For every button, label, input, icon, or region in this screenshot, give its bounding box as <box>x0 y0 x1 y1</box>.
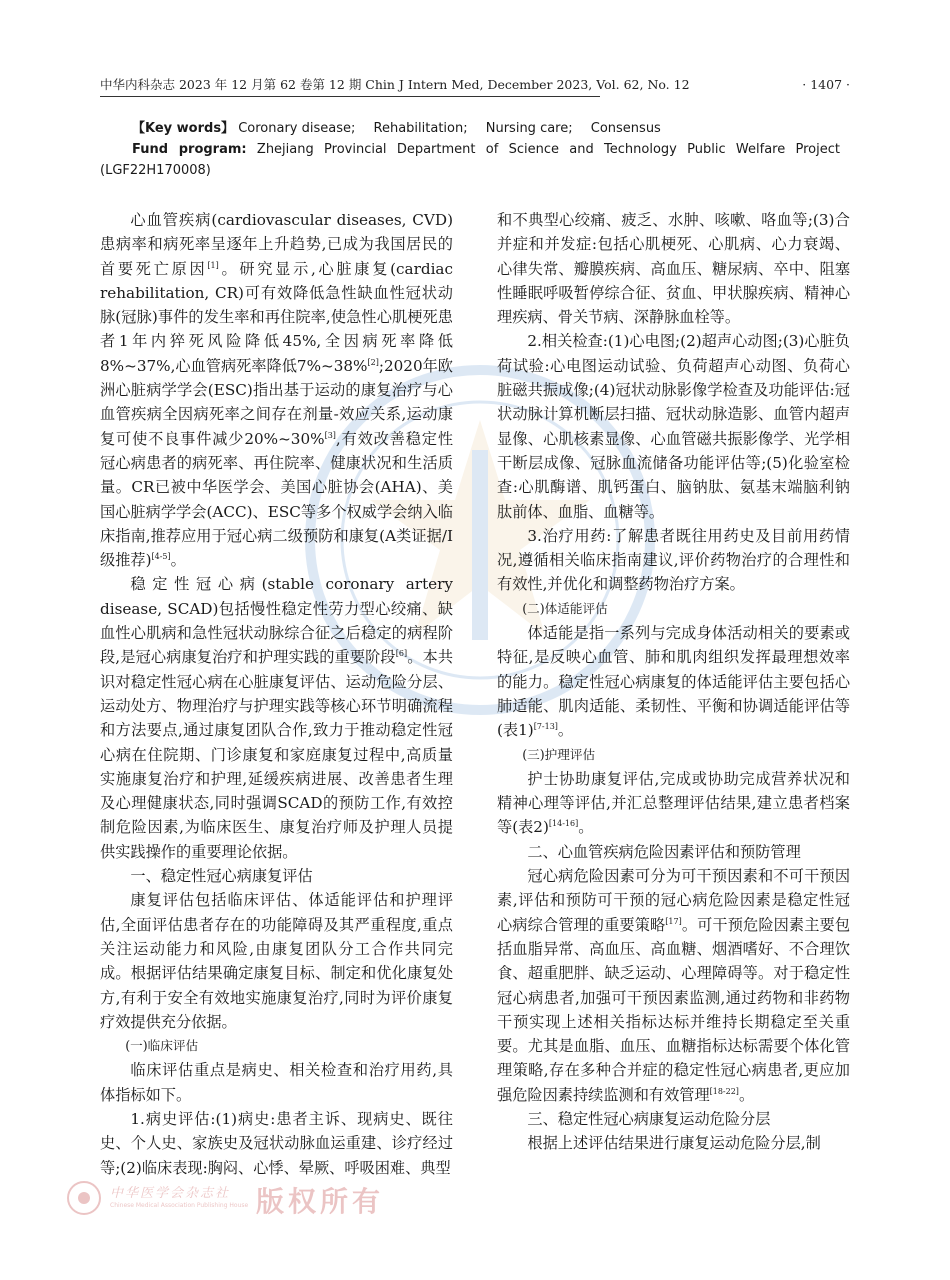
citation: [6] <box>395 649 408 659</box>
citation: [4-5] <box>151 552 171 562</box>
keywords-block <box>100 118 840 181</box>
paragraph <box>497 864 850 1107</box>
keywords-label: 【Key words】 <box>132 121 235 136</box>
section-heading: 二、心血管疾病危险因素评估和预防管理 <box>527 842 801 861</box>
paragraph: 1.病史评估:(1)病史:患者主诉、现病史、既往史、个人史、家族史及冠状动脉血运重建、诊疗经过等;(2)临床表现:胸闷、心悸、晕厥、呼吸困难、典型 <box>100 1109 453 1177</box>
text: 。 <box>170 551 186 570</box>
publisher-seal-icon <box>66 1180 102 1216</box>
paragraph: 临床评估重点是病史、相关检查和治疗用药,具体指标如下。 <box>100 1061 453 1104</box>
paragraph: 3.治疗用药:了解患者既往用药史及目前用药情况,遵循相关临床指南建议,评价药物治疗的合理性和有效性,并优化和调整药物治疗方案。 <box>497 526 850 594</box>
paragraph <box>497 621 850 742</box>
journal-citation: 中华内科杂志 2023 年 12 月第 62 卷第 12 期 Chin J Intern Med, December 2023, Vol. 62, No. 12 <box>100 77 690 92</box>
paragraph: 康复评估包括临床评估、体适能评估和护理评估,全面评估患者存在的功能障碍及其严重程度,重点关注运动能力和风险,由康复团队分工合作共同完成。根据评估结果确定康复目标、制定和优化康复处方,有利于安全有效地实施康复治疗,同时为评价康复疗效提供充分依据。 <box>100 891 453 1031</box>
fund-text: Zhejiang Provincial Department of Science and Technology Public Welfare Project (LGF22H170008) <box>100 142 840 178</box>
paragraph <box>497 767 850 840</box>
text: 稳定性冠心病(stable coronary artery disease, SCAD)包括慢性稳定性劳力型心绞痛、缺血性心肌病和急性冠状动脉综合征之后稳定的病程阶段,是冠心病康复治疗和护理实践的重要阶段 <box>100 575 453 667</box>
citation: [1] <box>207 260 219 270</box>
citation: [18-22] <box>709 1086 739 1096</box>
section-heading: 一、稳定性冠心病康复评估 <box>130 867 313 886</box>
subsection-heading: (三)护理评估 <box>522 746 596 762</box>
text: ;2020年欧洲心脏病学学会(ESC)指出基于运动的康复治疗与心血管疾病全因病死率之间存在剂量-效应关系,运动康复可使不良事件减少20%~30% <box>100 356 453 448</box>
publisher-watermark-logo <box>66 1180 396 1220</box>
fund-program <box>100 139 840 181</box>
text: 体适能是指一系列与完成身体活动相关的要素或特征,是反映心血管、肺和肌肉组织发挥最理想效率的能力。稳定性冠心病康复的体适能评估主要包括心肺适能、肌肉适能、柔韧性、平衡和协调适能评估等(表1) <box>497 624 850 740</box>
citation: [14-16] <box>548 819 579 829</box>
fund-label: Fund program: <box>132 142 247 157</box>
paragraph <box>100 572 453 864</box>
header-rule <box>100 96 600 97</box>
keyword-term: Rehabilitation; <box>373 121 468 136</box>
subsection-heading: (一)临床评估 <box>125 1038 199 1054</box>
subsection-heading: (二)体适能评估 <box>522 600 608 616</box>
text: 。 <box>557 721 574 740</box>
publisher-name: 中华医学会杂志社 <box>110 1186 231 1201</box>
keyword-term: Consensus <box>590 121 661 136</box>
keyword-term: Coronary disease; <box>238 121 356 136</box>
citation: [2] <box>367 357 379 367</box>
citation: [17] <box>665 916 682 926</box>
text: ,有效改善稳定性冠心病患者的病死率、再住院率、健康状况和生活质量。CR已被中华医学会、美国心脏协会(AHA)、美国心脏病学学会(ACC)、ESC等多个权威学会纳入临床指南,推荐应用于冠心病二级预防和康复(A类证据/Ⅰ级推荐) <box>100 429 454 570</box>
paragraph: 根据上述评估结果进行康复运动危险分层,制 <box>527 1134 821 1153</box>
text: 护士协助康复评估,完成或协助完成营养状况和精神心理等评估,并汇总整理评估结果,建立患者档案等(表2) <box>497 769 850 837</box>
text: 。 <box>578 818 594 837</box>
section-heading: 三、稳定性冠心病康复运动危险分层 <box>527 1109 771 1128</box>
publisher-name-en: Chinese Medical Association Publishing House <box>110 1202 249 1209</box>
left-column <box>100 208 453 1180</box>
citation: [7-13] <box>533 722 558 732</box>
text: 冠心病危险因素可分为可干预因素和不可干预因素,评估和预防可干预的冠心病危险因素是稳定性冠心病综合管理的重要策略 <box>497 867 850 934</box>
text: 。 <box>738 1085 755 1104</box>
paragraph: 和不典型心绞痛、疲乏、水肿、咳嗽、咯血等;(3)合并症和并发症:包括心肌梗死、心肌病、心力衰竭、心律失常、瓣膜疾病、高血压、糖尿病、卒中、阻塞性睡眠呼吸暂停综合征、贫血、甲状腺疾病、精神心理疾病、骨关节病、深静脉血栓等。 <box>497 211 850 327</box>
keywords-line <box>100 118 840 139</box>
citation: [3] <box>324 430 336 440</box>
text: 。本共识对稳定性冠心病在心脏康复评估、运动危险分层、运动处方、物理治疗与护理实践等核心环节明确流程和方法要点,通过康复团队合作,致力于推动稳定性冠心病在住院期、门诊康复和家庭康复过程中,高质量实施康复治疗和护理,延缓疾病进展、改善患者生理及心理健康状态,同时强调SCAD的预防工作,有效控制危险因素,为临床医生、康复治疗师及护理人员提供实践操作的重要理论依据。 <box>100 648 454 861</box>
keyword-term: Nursing care; <box>485 121 573 136</box>
copyright-mark: 版权所有 <box>256 1185 385 1218</box>
paragraph <box>100 208 453 572</box>
page-number: · 1407 · <box>802 77 850 92</box>
right-column <box>497 208 850 1156</box>
paragraph: 2.相关检查:(1)心电图;(2)超声心动图;(3)心脏负荷试验:心电图运动试验、负荷超声心动图、负荷心脏磁共振成像;(4)冠状动脉影像学检查及功能评估:冠状动脉计算机断层扫描、冠状动脉造影、血管内超声显像、心肌核素显像、心血管磁共振影像学、光学相干断层成像、冠脉血流储备功能评估等;(5)化验室检查:心肌酶谱、肌钙蛋白、脑钠肽、氨基末端脑利钠肽前体、血脂、血糖等。 <box>497 332 850 521</box>
text: 心血管疾病(cardiovascular diseases, CVD)患病率和病死率呈逐年上升趋势,已成为我国居民的首要死亡原因 <box>100 211 453 278</box>
text: 。研究显示,心脏康复(cardiac rehabilitation, CR)可有效降低急性缺血性冠状动脉(冠脉)事件的发生率和再住院率,使急性心肌梗死患者1年内猝死风险降低45%,全因病死率降低8%~37%,心血管病死率降低7%~38% <box>100 259 453 375</box>
text: 。可干预危险因素主要包括血脂异常、高血压、高血糖、烟酒嗜好、不合理饮食、超重肥胖、缺乏运动、心理障碍等。对于稳定性冠心病患者,加强可干预因素监测,通过药物和非药物干预实现上述相关指标达标并维持长期稳定至关重要。尤其是血脂、血压、血糖指标达标需要个体化管理策略,存在多种合并症的稳定性冠心病患者,更应加强危险因素持续监测和有效管理 <box>497 915 851 1104</box>
